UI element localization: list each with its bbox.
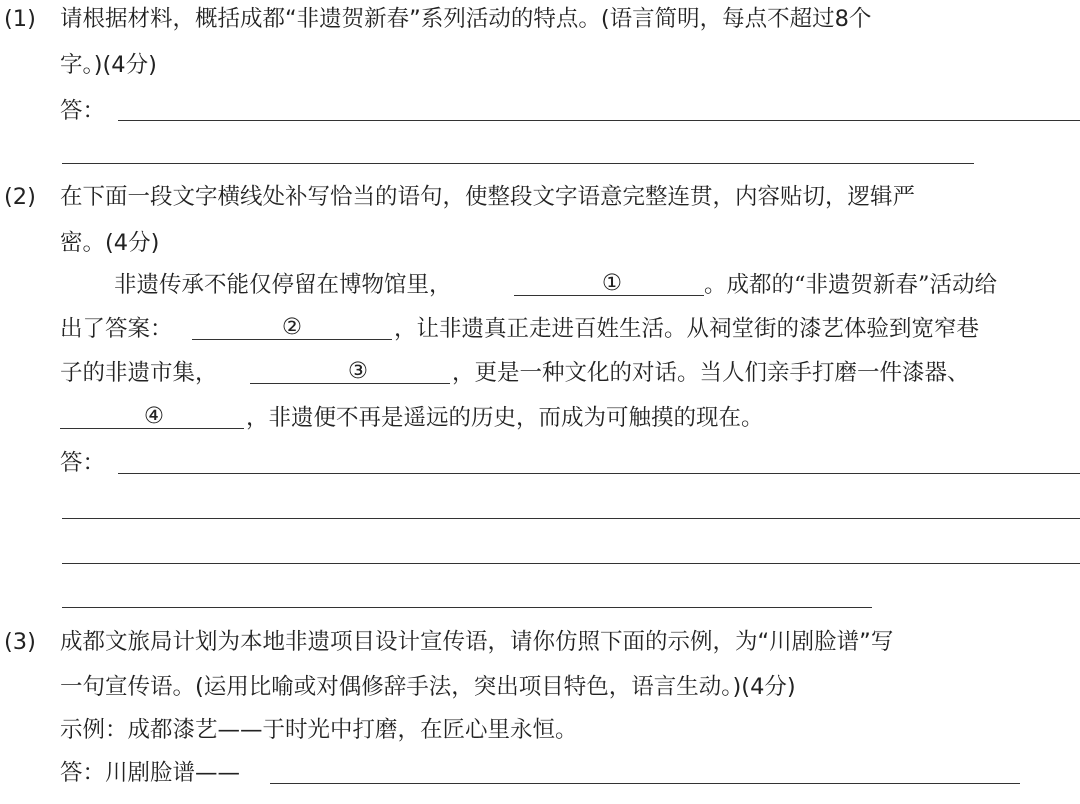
passage-line-2-tail: ，让非遗真正走进百姓生活。从祠堂街的漆艺体验到宽窄巷 (394, 316, 980, 342)
question-3-answer-label: 答：川剧脸谱—— (60, 760, 241, 786)
blank-4-number: ④ (143, 403, 165, 429)
question-1-number: (1) (4, 6, 36, 32)
passage-line-1-tail: 。成都的“非遗贺新春”活动给 (704, 272, 998, 298)
question-3-prompt-line-1: 成都文旅局计划为本地非遗项目设计宣传语，请你仿照下面的示例，为“川剧脸谱”写 (60, 629, 894, 655)
passage-line-3-head: 子的非遗市集， (60, 360, 218, 386)
question-3-prompt-line-2: 一句宣传语。(运用比喻或对偶修辞手法，突出项目特色，语言生动。)(4分) (60, 674, 796, 700)
passage-line-3-tail: ，更是一种文化的对话。当人们亲手打磨一件漆器、 (452, 360, 970, 386)
question-2-prompt-line-1: 在下面一段文字横线处补写恰当的语句，使整段文字语意完整连贯，内容贴切，逻辑严 (60, 184, 916, 210)
question-2-answer-label: 答： (60, 450, 106, 476)
question-3-number: (3) (4, 629, 36, 655)
blank-3-number: ③ (347, 358, 369, 384)
answer-line[interactable] (62, 563, 1080, 564)
blank-2-number: ② (281, 314, 303, 340)
question-3-example: 示例：成都漆艺——于时光中打磨，在匠心里永恒。 (60, 717, 578, 743)
question-1-answer-label: 答： (60, 98, 106, 124)
passage-line-4-tail: ，非遗便不再是遥远的历史，而成为可触摸的现在。 (246, 405, 764, 431)
answer-line[interactable] (62, 607, 872, 608)
question-2-number: (2) (4, 184, 36, 210)
passage-line-1-text: 非遗传承不能仅停留在博物馆里， (114, 272, 452, 298)
blank-1-number: ① (601, 270, 623, 296)
question-1-prompt-line-1: 请根据材料，概括成都“非遗贺新春”系列活动的特点。(语言简明，每点不超过8个 (60, 6, 872, 32)
question-2-prompt-line-2: 密。(4分) (60, 230, 160, 256)
answer-line[interactable] (118, 473, 1080, 474)
answer-line[interactable] (118, 120, 1080, 121)
passage-line-2-head: 出了答案： (60, 316, 173, 342)
answer-line[interactable] (62, 163, 974, 164)
question-1-prompt-line-2: 字。)(4分) (60, 52, 157, 78)
answer-line[interactable] (270, 783, 1020, 784)
answer-line[interactable] (62, 518, 1080, 519)
